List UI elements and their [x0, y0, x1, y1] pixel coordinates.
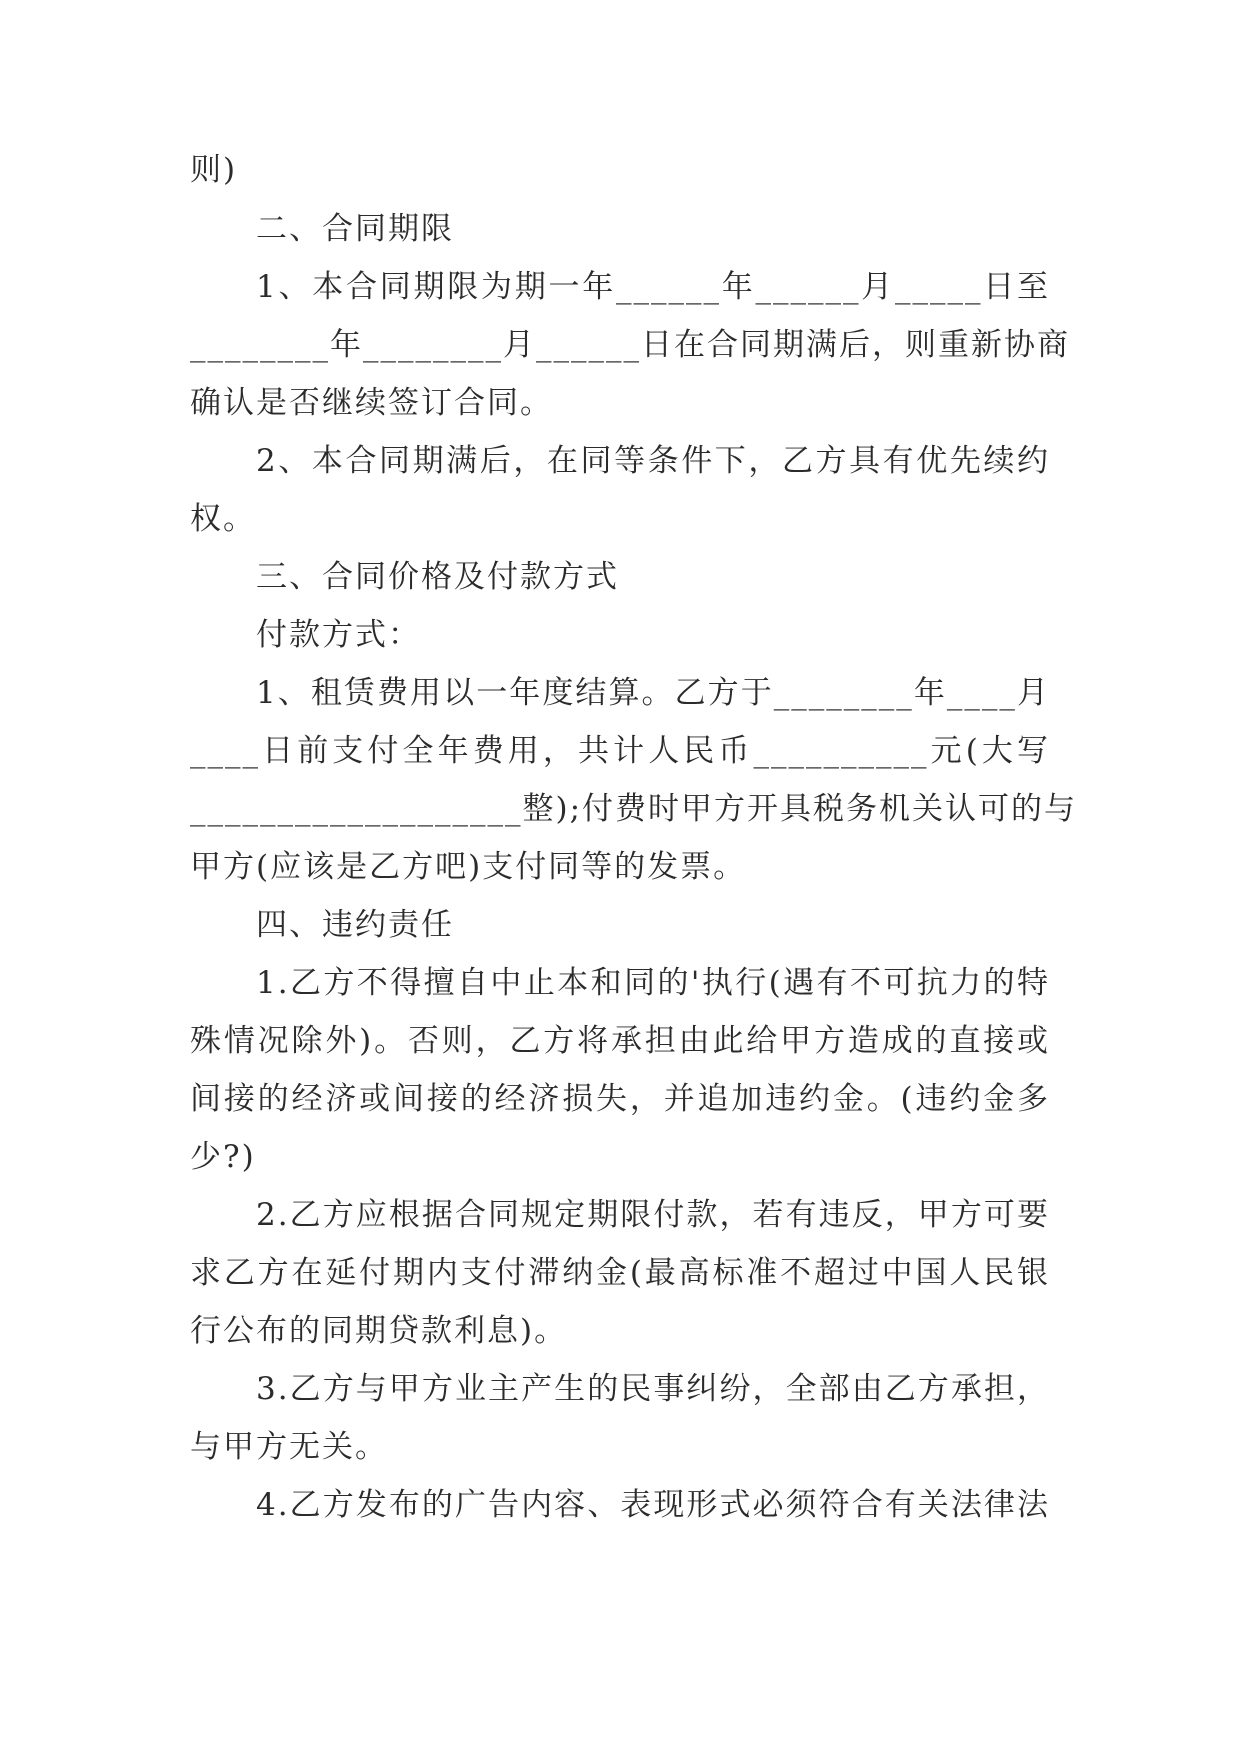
text-line: ________年________月______日在合同期满后，则重新协商: [190, 327, 1070, 363]
text-line: 1、本合同期限为期一年______年______月_____日至: [256, 269, 1050, 305]
text-line: 则): [190, 152, 238, 188]
text-line: 求乙方在延付期内支付滞纳金(最高标准不超过中国人民银: [190, 1255, 1050, 1291]
section-heading-term: 二、合同期限: [256, 211, 454, 247]
text-line: 4.乙方发布的广告内容、表现形式必须符合有关法律法: [256, 1487, 1050, 1523]
text-line: ____日前支付全年费用，共计人民币__________元(大写: [190, 733, 1050, 769]
section-heading-liability: 四、违约责任: [256, 907, 454, 943]
text-line: 殊情况除外)。否则，乙方将承担由此给甲方造成的直接或: [190, 1023, 1050, 1059]
text-line: 3.乙方与甲方业主产生的民事纠纷，全部由乙方承担，: [256, 1371, 1050, 1407]
text-line: 与甲方无关。: [190, 1429, 388, 1465]
text-line: 权。: [190, 501, 256, 537]
text-line: 确认是否继续签订合同。: [190, 385, 553, 421]
text-line: 甲方(应该是乙方吧)支付同等的发票。: [190, 849, 747, 885]
text-line: 少?): [190, 1139, 256, 1175]
text-line: 间接的经济或间接的经济损失，并追加违约金。(违约金多: [190, 1081, 1050, 1117]
text-line: ___________________整);付费时甲方开具税务机关认可的与: [190, 791, 1078, 827]
section-heading-price: 三、合同价格及付款方式: [256, 559, 619, 595]
text-line: 行公布的同期贷款利息)。: [190, 1313, 568, 1349]
text-line: 2、本合同期满后，在同等条件下，乙方具有优先续约: [256, 443, 1050, 479]
text-line: 2.乙方应根据合同规定期限付款，若有违反，甲方可要: [256, 1197, 1050, 1233]
text-line: 1、租赁费用以一年度结算。乙方于________年____月: [256, 675, 1050, 711]
text-line: 付款方式：: [256, 617, 421, 653]
text-line: 1.乙方不得擅自中止本和同的'执行(遇有不可抗力的特: [256, 965, 1050, 1001]
